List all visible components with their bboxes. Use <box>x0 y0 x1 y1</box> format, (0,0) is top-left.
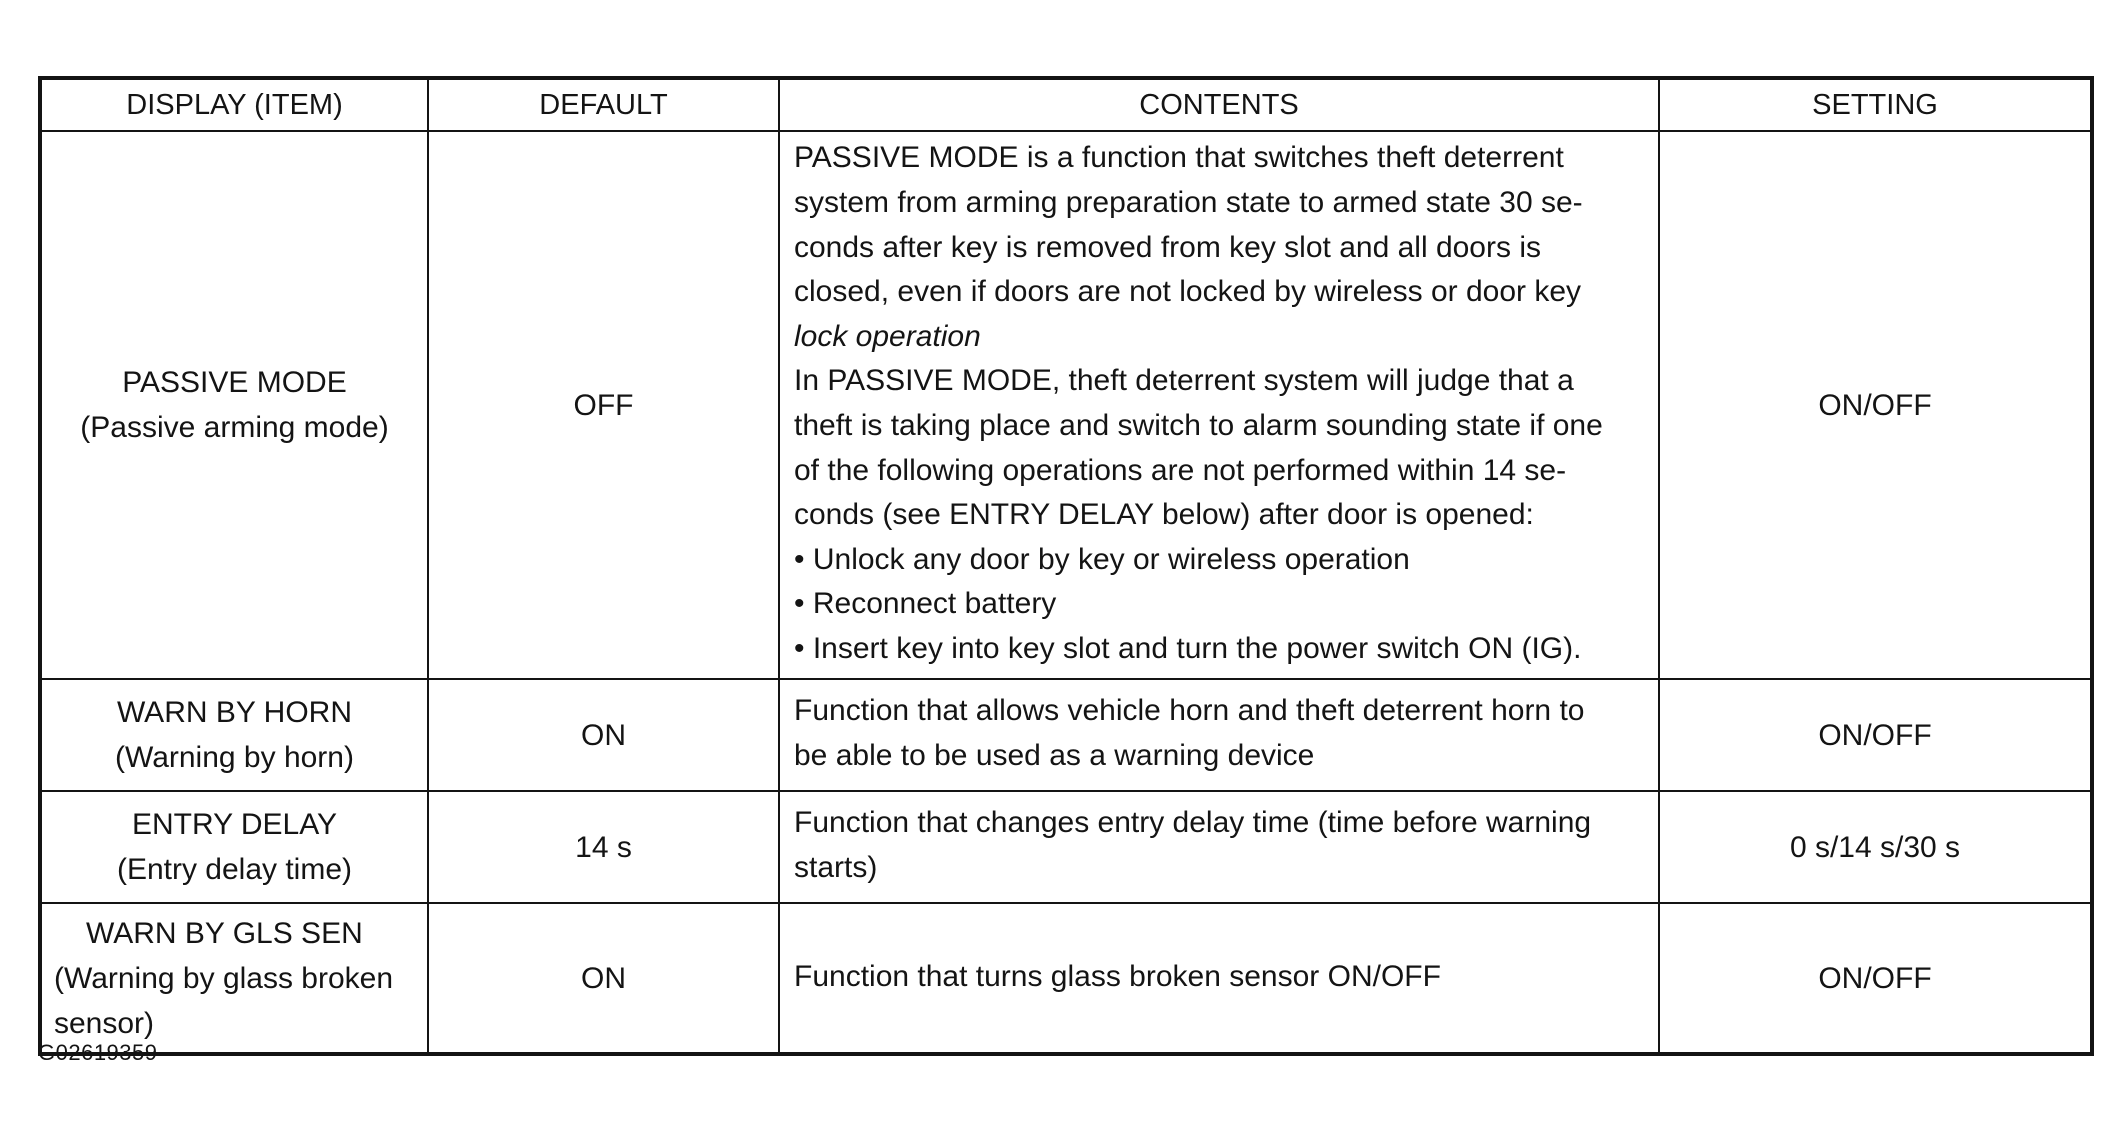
contents-line: Function that allows vehicle horn and theft deterrent horn to <box>794 694 1585 728</box>
item-description: sensor) <box>54 1006 155 1040</box>
contents-line: theft is taking place and switch to alarm sounding state if one <box>794 409 1603 442</box>
setting-cell: ON/OFF <box>1659 131 2092 679</box>
contents-line: conds after key is removed from key slot and all doors is <box>794 230 1541 264</box>
default-cell: 14 s <box>428 791 779 903</box>
item-description: (Warning by glass broken <box>54 961 394 995</box>
default-cell: ON <box>428 903 779 1054</box>
default-cell: OFF <box>428 131 779 679</box>
item-cell <box>40 679 428 791</box>
contents-cell <box>779 131 1659 679</box>
item-description: (Passive arming mode) <box>80 411 389 444</box>
contents-cell <box>779 903 1659 1054</box>
contents-line: Function that changes entry delay time (time before warning <box>794 806 1592 840</box>
header-default: DEFAULT <box>428 78 779 131</box>
default-cell: ON <box>428 679 779 791</box>
bullet-item: • Reconnect battery <box>794 587 1057 621</box>
table-row-entry-delay <box>40 791 2092 903</box>
bullet-item: • Unlock any door by key or wireless operation <box>794 542 1410 576</box>
setting-cell: 0 s/14 s/30 s <box>1659 791 2092 903</box>
setting-cell: ON/OFF <box>1659 903 2092 1054</box>
contents-line: In PASSIVE MODE, theft deterrent system will judge that a <box>794 364 1574 398</box>
header-row <box>40 78 2092 131</box>
contents-line: PASSIVE MODE is a function that switches theft deterrent <box>794 141 1564 175</box>
contents-line: closed, even if doors are not locked by wireless or door key <box>794 275 1582 309</box>
table-row-warn-by-horn <box>40 679 2092 791</box>
item-cell <box>40 791 428 903</box>
item-description: (Entry delay time) <box>116 853 353 886</box>
contents-line: system from arming preparation state to armed state 30 se- <box>794 186 1583 220</box>
contents-cell <box>779 791 1659 903</box>
table-row-passive-mode <box>40 131 2092 679</box>
contents-line: conds (see ENTRY DELAY below) after door is opened: <box>794 498 1534 532</box>
item-cell <box>40 131 428 679</box>
contents-line: lock operation <box>794 319 981 353</box>
contents-line: starts) <box>794 851 878 884</box>
item-name: ENTRY DELAY <box>131 808 338 841</box>
header-display-item: DISPLAY (ITEM) <box>40 78 428 131</box>
settings-table <box>38 76 2094 1056</box>
item-name: PASSIVE MODE <box>122 366 347 399</box>
header-setting: SETTING <box>1659 78 2092 131</box>
item-name: WARN BY GLS SEN <box>86 916 363 950</box>
table-row-warn-by-gls-sen <box>40 903 2092 1054</box>
item-name: WARN BY HORN <box>116 696 353 729</box>
contents-cell <box>779 679 1659 791</box>
item-cell <box>40 903 428 1054</box>
contents-line: of the following operations are not performed within 14 se- <box>794 453 1567 487</box>
contents-line: be able to be used as a warning device <box>794 739 1315 772</box>
bullet-item: • Insert key into key slot and turn the power switch ON (IG). <box>794 631 1582 665</box>
figure-id: G02619359 <box>38 1040 158 1065</box>
setting-cell: ON/OFF <box>1659 679 2092 791</box>
header-contents: CONTENTS <box>779 78 1659 131</box>
contents-line: Function that turns glass broken sensor ON/OFF <box>794 959 1441 993</box>
item-description: (Warning by horn) <box>115 741 354 774</box>
